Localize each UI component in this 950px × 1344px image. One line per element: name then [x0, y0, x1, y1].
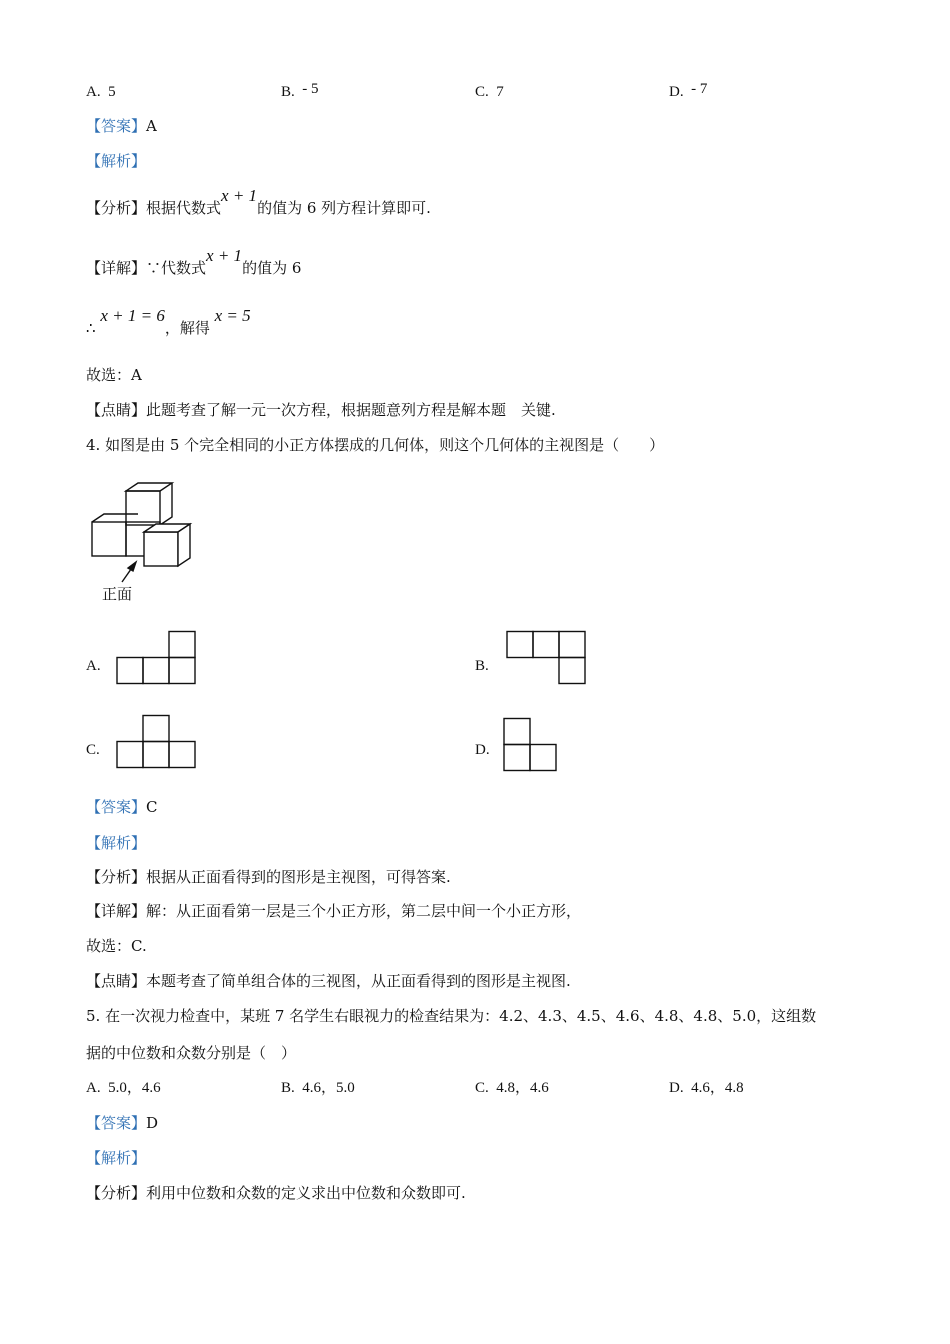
- q4-option-c-label: C.: [86, 742, 100, 758]
- q3-option-b: B. - 5: [281, 81, 319, 100]
- square: [559, 632, 585, 658]
- square: [169, 632, 195, 658]
- arrow-head: [128, 562, 136, 571]
- square: [143, 716, 169, 742]
- square: [504, 719, 530, 745]
- q3-solution-line: ∴ x + 1 = 6，解得 x = 5: [86, 306, 251, 337]
- square: [169, 658, 195, 684]
- q4-option-c-figure: [116, 715, 196, 769]
- front-label: 正面: [102, 585, 133, 603]
- q5-fenxi: 【分析】利用中位数和众数的定义求出中位数和众数即可.: [86, 1184, 466, 1202]
- square: [143, 742, 169, 768]
- q3-comment: 【点睛】此题考查了解一元一次方程，根据题意列方程是解本题 关键.: [86, 401, 556, 419]
- cube-left-top: [92, 514, 138, 522]
- q4-detail: 【详解】解：从正面看第一层是三个小正方形，第二层中间一个小正方形，: [86, 902, 582, 920]
- q4-option-d-figure: [503, 718, 559, 772]
- square: [143, 658, 169, 684]
- cube-left-front: [92, 522, 126, 556]
- q3-fenxi: 【分析】根据代数式x + 1的值为 6 列方程计算即可.: [86, 186, 431, 217]
- solution: x = 5: [214, 306, 251, 325]
- q3-analysis-label: 【解析】: [86, 152, 147, 170]
- answer-label: 【答案】: [86, 117, 147, 135]
- q3-detail: 【详解】∵代数式x + 1的值为 6: [86, 246, 302, 277]
- q3-option-c: C. 7: [475, 84, 504, 100]
- therefore-symbol: ∴: [86, 319, 96, 337]
- q3-answer: 【答案】A: [86, 117, 157, 135]
- square: [530, 745, 556, 771]
- fenxi-label: 【分析】: [86, 1184, 147, 1202]
- q4-option-b-figure: [506, 631, 586, 685]
- answer-label: 【答案】: [86, 798, 147, 816]
- q3-choose: 故选：A: [86, 366, 142, 384]
- q3-option-a: A. 5: [86, 84, 116, 100]
- detail-label: 【详解】: [86, 259, 147, 277]
- q4-option-d-label: D.: [475, 742, 490, 758]
- q4-answer: 【答案】C: [86, 798, 158, 816]
- square: [169, 742, 195, 768]
- q5-answer: 【答案】D: [86, 1114, 159, 1132]
- q4-option-a-figure: [116, 631, 196, 685]
- q5-option-a: A. 5.0，4.6: [86, 1080, 161, 1096]
- q4-choose: 故选：C.: [86, 937, 147, 955]
- q5-option-b: B. 4.6，5.0: [281, 1080, 355, 1096]
- cube-right-side: [178, 524, 190, 566]
- q4-comment: 【点睛】本题考查了简单组合体的三视图，从正面看得到的图形是主视图.: [86, 972, 571, 990]
- cube-top-front: [126, 491, 160, 525]
- square: [117, 742, 143, 768]
- q4-stem: 4. 如图是由 5 个完全相同的小正方体摆成的几何体，则这个几何体的主视图是（ ）: [86, 436, 665, 454]
- comment-label: 【点睛】: [86, 972, 147, 990]
- square: [559, 658, 585, 684]
- q5-analysis-label: 【解析】: [86, 1149, 147, 1167]
- square: [117, 658, 143, 684]
- expression: x + 1: [221, 186, 258, 205]
- q5-stem-line2: 据的中位数和众数分别是（ ）: [86, 1044, 297, 1062]
- q5-option-c: C. 4.8，4.6: [475, 1080, 549, 1096]
- fenxi-label: 【分析】: [86, 199, 147, 217]
- square: [533, 632, 559, 658]
- q5-stem-line1: 5. 在一次视力检查中，某班 7 名学生右眼视力的检查结果为：4.2、4.3、4.5、4.6、4.8、4.8、5.0，这组数: [86, 1007, 817, 1025]
- q4-fenxi: 【分析】根据从正面看得到的图形是主视图，可得答案.: [86, 868, 451, 886]
- cube-right-front: [144, 532, 178, 566]
- q4-option-b-label: B.: [475, 658, 489, 674]
- detail-label: 【详解】: [86, 902, 147, 920]
- cube-top-top: [126, 483, 172, 491]
- q3-option-d: D. - 7: [669, 81, 708, 100]
- q5-option-d: D. 4.6，4.8: [669, 1080, 744, 1096]
- q4-analysis-label: 【解析】: [86, 834, 147, 852]
- square: [507, 632, 533, 658]
- comment-label: 【点睛】: [86, 401, 147, 419]
- square: [504, 745, 530, 771]
- equation: x + 1 = 6: [100, 306, 165, 325]
- expression: x + 1: [206, 246, 243, 265]
- answer-label: 【答案】: [86, 1114, 147, 1132]
- q4-option-a-label: A.: [86, 658, 101, 674]
- fenxi-label: 【分析】: [86, 868, 147, 886]
